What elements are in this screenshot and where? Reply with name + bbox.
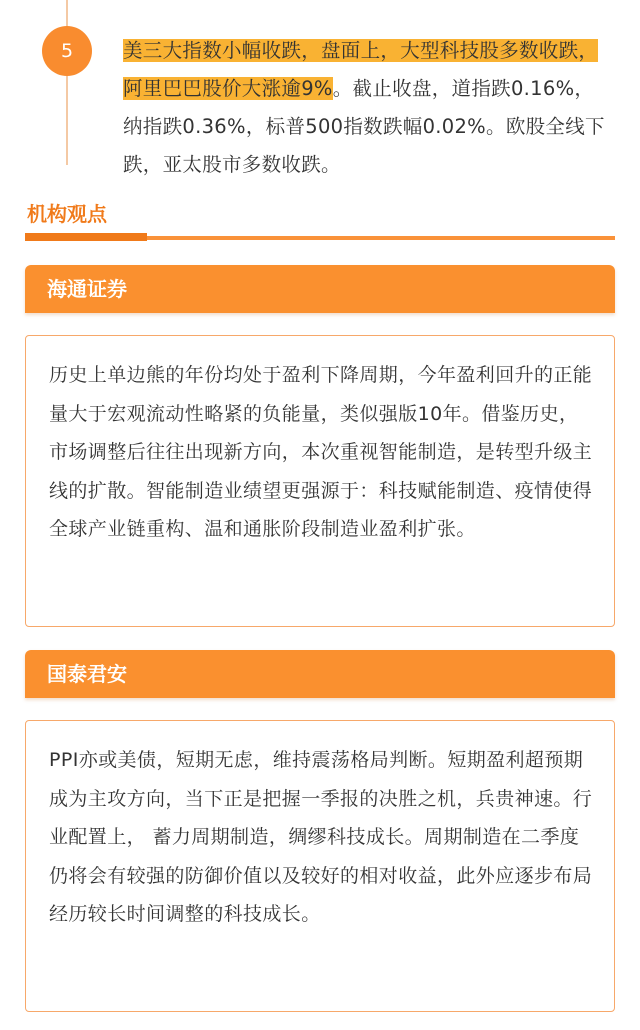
card-text: PPI亦或美债，短期无虑，维持震荡格局判断。短期盈利超预期成为主攻方向，当下正是把握一季报的决胜之机，兵贵神速。行业配置上， 蓄力周期制造，绸缪科技成长。周期制造在二季度仍将会有较强的防御价值以及较好的相对收益，此外应逐步布局经历较长时间调整的科技成长。 — [49, 749, 593, 925]
card-body-guotai — [25, 720, 615, 1012]
card-title: 国泰君安 — [47, 662, 127, 686]
timeline-line — [66, 0, 68, 165]
section-underline-accent — [25, 233, 147, 241]
card-text: 历史上单边熊的年份均处于盈利下降周期，今年盈利回升的正能量大于宏观流动性略紧的负能量，类似强版10年。借鉴历史，市场调整后往往出现新方向，本次重视智能制造，是转型升级主线的扩散。智能制造业绩望更强源于：科技赋能制造、疫情使得全球产业链重构、温和通胀阶段制造业盈利扩张。 — [49, 364, 593, 540]
news-item-5 — [0, 0, 640, 180]
card-header-guotai — [25, 650, 615, 698]
highlighted-text: 美三大指数小幅收跌，盘面上，大型科技股多数收跌，阿里巴巴股价大涨逾9% — [123, 39, 599, 100]
section-title: 机构观点 — [27, 202, 107, 226]
item-number-badge: 5 — [42, 26, 92, 76]
news-item-rest-text: 。截止收盘，道指跌0.16%，纳指跌0.36%，标普500指数跌幅0.02%。欧股全线下跌，亚太股市多数收跌。 — [123, 77, 605, 176]
card-body-haitong — [25, 335, 615, 627]
card-header-haitong — [25, 265, 615, 313]
news-item-text — [123, 32, 608, 184]
card-title: 海通证券 — [47, 277, 127, 301]
